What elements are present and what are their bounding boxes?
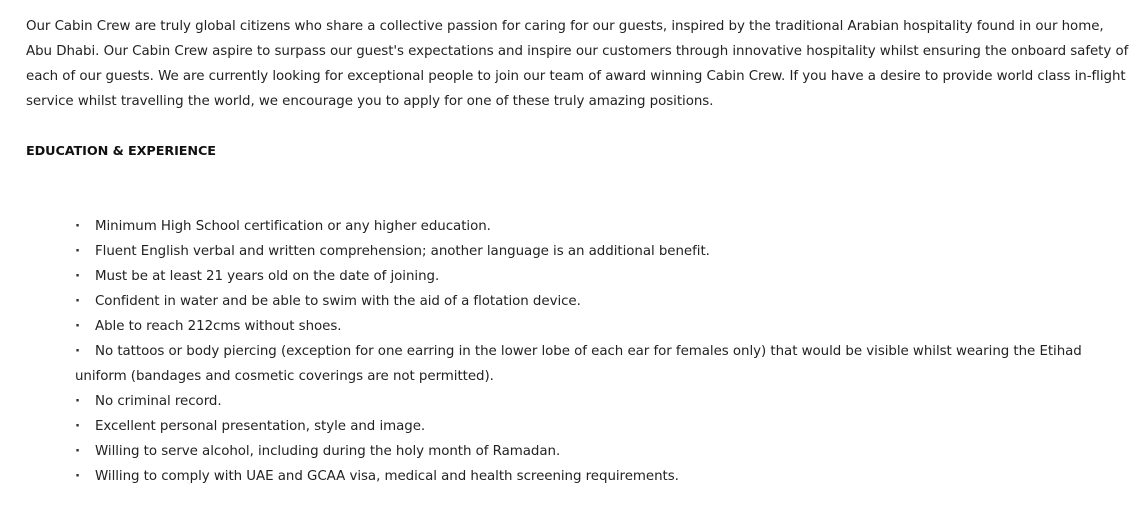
- list-item-text: Must be at least 21 years old on the date of joining.: [95, 269, 440, 284]
- list-item: [75, 414, 1131, 439]
- list-item: [75, 439, 1131, 464]
- list-item: [75, 264, 1131, 289]
- list-item: [75, 239, 1131, 264]
- list-item: [75, 389, 1131, 414]
- list-item-text: Able to reach 212cms without shoes.: [95, 319, 342, 334]
- list-item: [75, 289, 1131, 314]
- bullet-icon: ·: [75, 469, 81, 484]
- list-item-text: Willing to serve alcohol, including during the holy month of Ramadan.: [95, 444, 561, 459]
- list-item-text: Confident in water and be able to swim with the aid of a flotation device.: [95, 294, 581, 309]
- list-item: [75, 314, 1131, 339]
- list-item-text: Willing to comply with UAE and GCAA visa, medical and health screening requirements.: [95, 469, 679, 484]
- bullet-icon: ·: [75, 219, 81, 234]
- bullet-icon: ·: [75, 269, 81, 284]
- list-item: [75, 339, 1131, 389]
- bullet-icon: ·: [75, 319, 81, 334]
- section-title: EDUCATION & EXPERIENCE: [26, 144, 216, 159]
- list-item-text: Minimum High School certification or any higher education.: [95, 219, 491, 234]
- bullet-icon: ·: [75, 394, 81, 409]
- list-item-text: No tattoos or body piercing (exception for one earring in the lower lobe of each ear for females only) that would be visible whilst wearing the Etihad uniform (bandages and cosmetic coverings are not permitted).: [75, 344, 1082, 384]
- bullet-icon: ·: [75, 294, 81, 309]
- list-item-text: No criminal record.: [95, 394, 222, 409]
- bullet-icon: ·: [75, 244, 81, 259]
- list-item-text: Excellent personal presentation, style and image.: [95, 419, 426, 434]
- list-item-text: Fluent English verbal and written comprehension; another language is an additional benefit.: [95, 244, 710, 259]
- list-item: [75, 464, 1131, 489]
- requirements-list: [26, 214, 1131, 489]
- bullet-icon: ·: [75, 344, 81, 359]
- list-item: [75, 214, 1131, 239]
- intro-paragraph: Our Cabin Crew are truly global citizens who share a collective passion for caring for our guests, inspired by the traditional Arabian hospitality found in our home, Abu Dhabi. Our Cabin Crew aspire to surpass our guest's expectations and inspire our customers through innovative hospitality whilst ensuring the onboard safety of each of our guests. We are currently looking for exceptional people to join our team of award winning Cabin Crew. If you have a desire to provide world class in-flight service whilst travelling the world, we encourage you to apply for one of these truly amazing positions.: [26, 19, 1129, 109]
- bullet-icon: ·: [75, 444, 81, 459]
- bullet-icon: ·: [75, 419, 81, 434]
